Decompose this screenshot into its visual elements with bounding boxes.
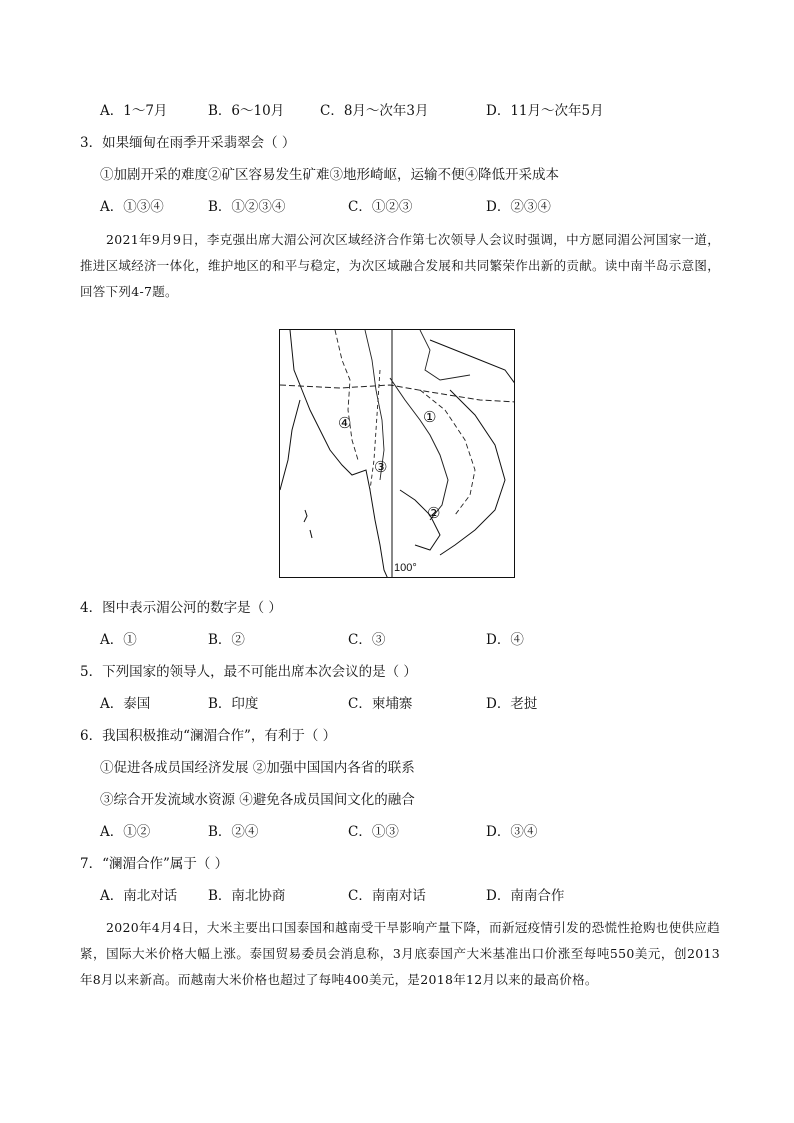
q6-option-a[interactable]: A．①② [100,824,151,840]
q6-statements-2: ③综合开发流域水资源 ④避免各成员国间文化的融合 [100,792,415,808]
q6-stem: 6．我国积极推动“澜湄合作”，有利于（ ） [80,728,337,744]
passage-mekong: 2021年9月9日，李克强出席大湄公河次区域经济合作第七次领导人会议时强调，中方愿同湄公河国家一道，推进区域经济一体化，维护地区的和平与稳定，为次区域融合发展和共同繁荣作出新的贡献。读中南半岛示意图，回答下列4-7题。 [80,232,721,299]
q3-option-d[interactable]: D．②③④ [486,199,551,215]
indochina-map [279,329,515,578]
q3-stem: 3．如果缅甸在雨季开采翡翠会（ ） [80,135,296,151]
q2-option-a[interactable]: A．1～7月 [100,103,168,119]
q3-option-b[interactable]: B．①②③④ [208,199,286,215]
q3-option-c[interactable]: C．①②③ [348,199,413,215]
map-label-1: ① [423,408,437,426]
q5-option-b[interactable]: B．印度 [208,696,259,712]
longitude-label: 100° [394,562,417,574]
q5-stem: 5．下列国家的领导人，最不可能出席本次会议的是（ ） [80,664,417,680]
q6-option-b[interactable]: B．②④ [208,824,259,840]
map-label-2: ② [427,504,441,522]
q4-stem: 4．图中表示湄公河的数字是（ ） [80,600,282,616]
q7-option-d[interactable]: D．南南合作 [486,888,565,904]
q2-option-c[interactable]: C．8月～次年3月 [320,103,429,119]
passage-rice: 2020年4月4日，大米主要出口国泰国和越南受干旱影响产量下降，而新冠疫情引发的恐慌性抢购也使供应趋紧，国际大米价格大幅上涨。泰国贸易委员会消息称，3月底泰国产大米基准出口价涨至每吨550美元，创2013年8月以来新高。而越南大米价格也超过了每吨400美元，是2018年12月以来的最高价格。 [80,920,720,987]
q7-option-c[interactable]: C．南南对话 [348,888,426,904]
tropic-line [280,385,515,402]
q6-statements-1: ①促进各成员国经济发展 ②加强中国国内各省的联系 [100,760,415,776]
q2-option-d[interactable]: D．11月～次年5月 [486,103,604,119]
q6-option-d[interactable]: D．③④ [486,824,538,840]
q5-option-a[interactable]: A．泰国 [100,696,151,712]
q4-option-d[interactable]: D．④ [486,632,524,648]
q3-option-a[interactable]: A．①③④ [100,199,164,215]
map-label-4: ④ [338,414,352,432]
map-drawing [280,330,515,578]
q7-stem: 7．“澜湄合作”属于（ ） [80,856,229,872]
q4-option-b[interactable]: B．② [208,632,245,648]
q7-option-a[interactable]: A．南北对话 [100,888,178,904]
q4-option-a[interactable]: A．① [100,632,137,648]
q5-option-c[interactable]: C．柬埔寨 [348,696,413,712]
q7-option-b[interactable]: B．南北协商 [208,888,286,904]
map-label-3: ③ [374,458,388,476]
q4-option-c[interactable]: C．③ [348,632,386,648]
q3-statements: ①加剧开采的难度②矿区容易发生矿难③地形崎岖，运输不便④降低开采成本 [100,167,559,183]
q5-option-d[interactable]: D．老挝 [486,696,538,712]
q6-option-c[interactable]: C．①③ [348,824,399,840]
q2-option-b[interactable]: B．6～10月 [208,103,285,119]
